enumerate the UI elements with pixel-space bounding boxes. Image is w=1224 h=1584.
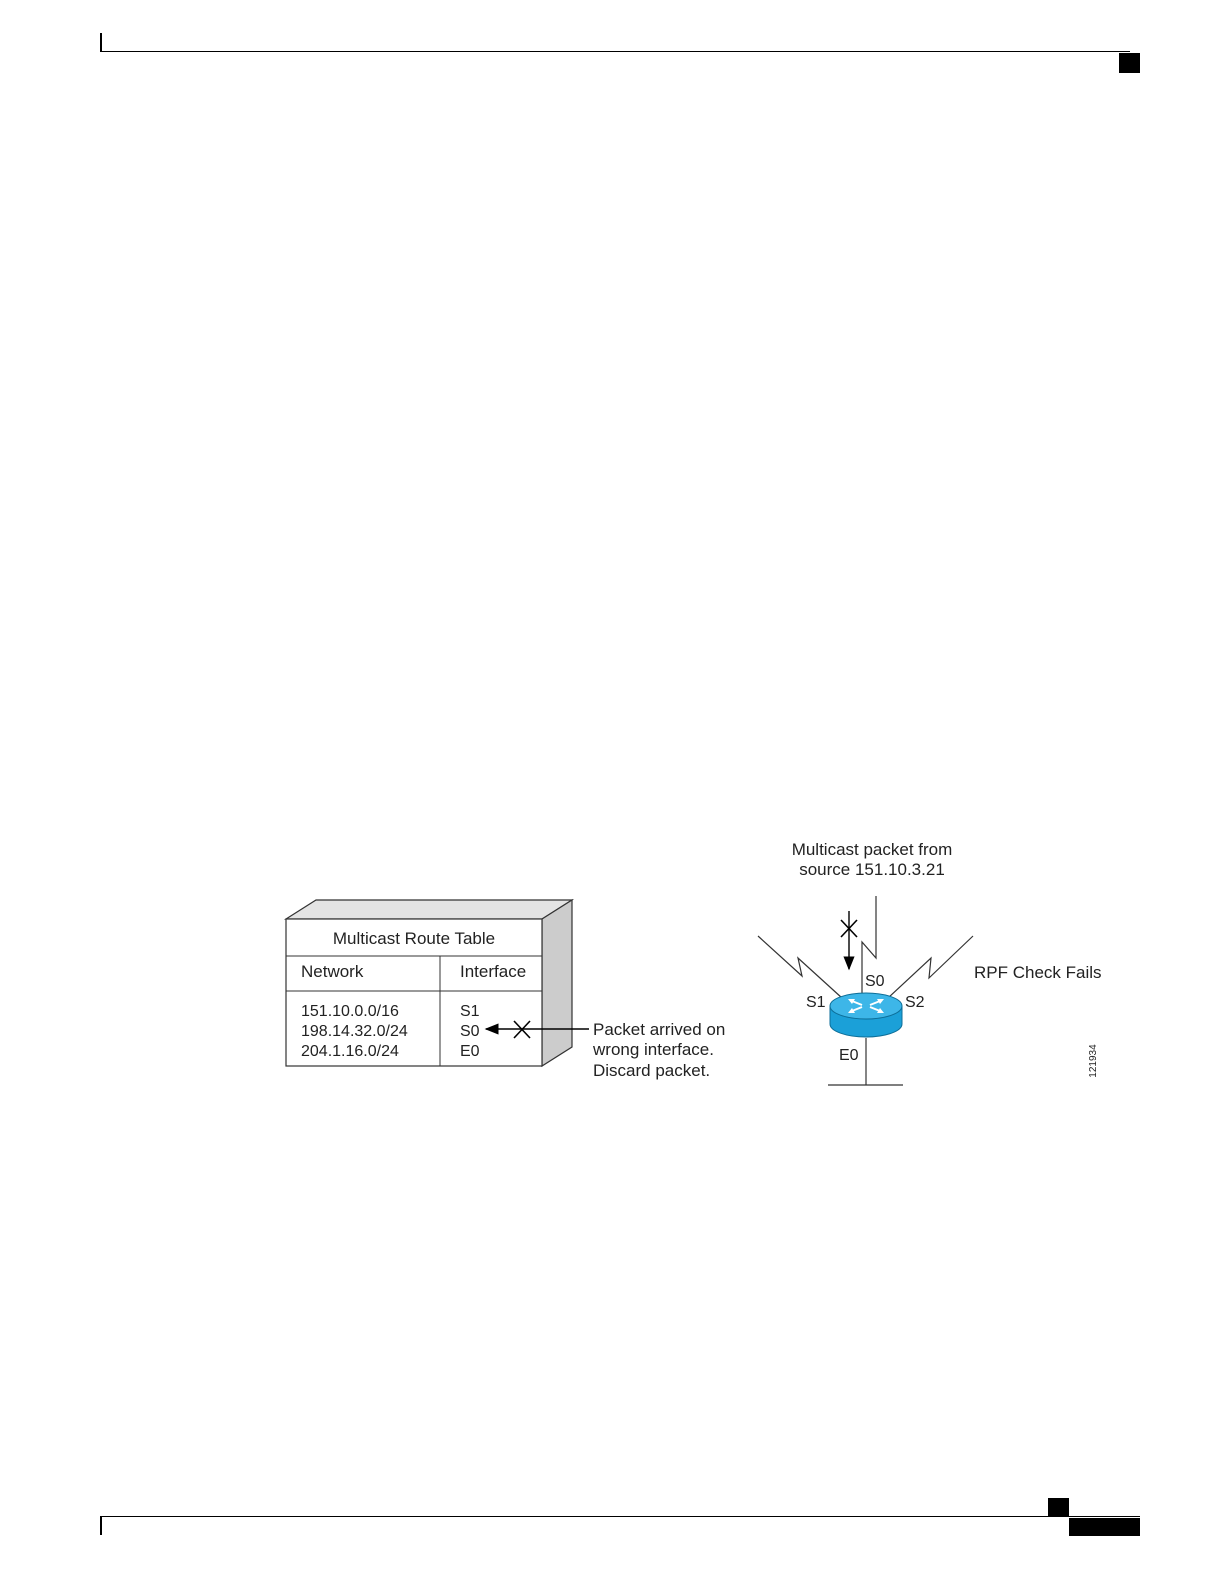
route-row-3-network: 204.1.16.0/24	[301, 1043, 399, 1060]
route-table-side-face	[542, 900, 572, 1066]
interface-label-s1: S1	[806, 994, 826, 1011]
discard-note-line-1: Packet arrived on	[593, 1020, 726, 1039]
packet-label-line-1: Multicast packet from	[791, 840, 953, 859]
footer-page-tab	[1069, 1518, 1140, 1536]
route-table-title: Multicast Route Table	[332, 929, 496, 948]
footer-left-tick	[100, 1516, 102, 1535]
figure-id: 121934	[1088, 1044, 1099, 1078]
interface-label-s2: S2	[905, 994, 925, 1011]
route-row-3-interface: E0	[460, 1043, 480, 1060]
rpf-status-label: RPF Check Fails	[974, 963, 1102, 982]
footer-corner-block	[1048, 1498, 1069, 1516]
footer-rule	[100, 1516, 1140, 1517]
route-row-1-network: 151.10.0.0/16	[301, 1003, 399, 1020]
column-header-network: Network	[301, 962, 364, 981]
interface-label-s0: S0	[865, 973, 885, 990]
route-row-2-interface: S0	[460, 1023, 480, 1040]
packet-label-line-2: source 151.10.3.21	[799, 860, 945, 879]
discard-note-line-2: wrong interface.	[593, 1040, 714, 1059]
interface-label-e0: E0	[839, 1047, 859, 1064]
discard-note-line-3: Discard packet.	[593, 1061, 711, 1080]
route-row-1-interface: S1	[460, 1003, 480, 1020]
router-top	[830, 993, 902, 1019]
route-table-top-face	[286, 900, 572, 919]
serial-link-s1	[758, 936, 842, 998]
router-icon	[830, 993, 902, 1037]
column-header-interface: Interface	[460, 962, 527, 981]
serial-link-s2	[888, 936, 973, 998]
route-row-2-network: 198.14.32.0/24	[301, 1023, 408, 1040]
route-table	[286, 900, 572, 1066]
